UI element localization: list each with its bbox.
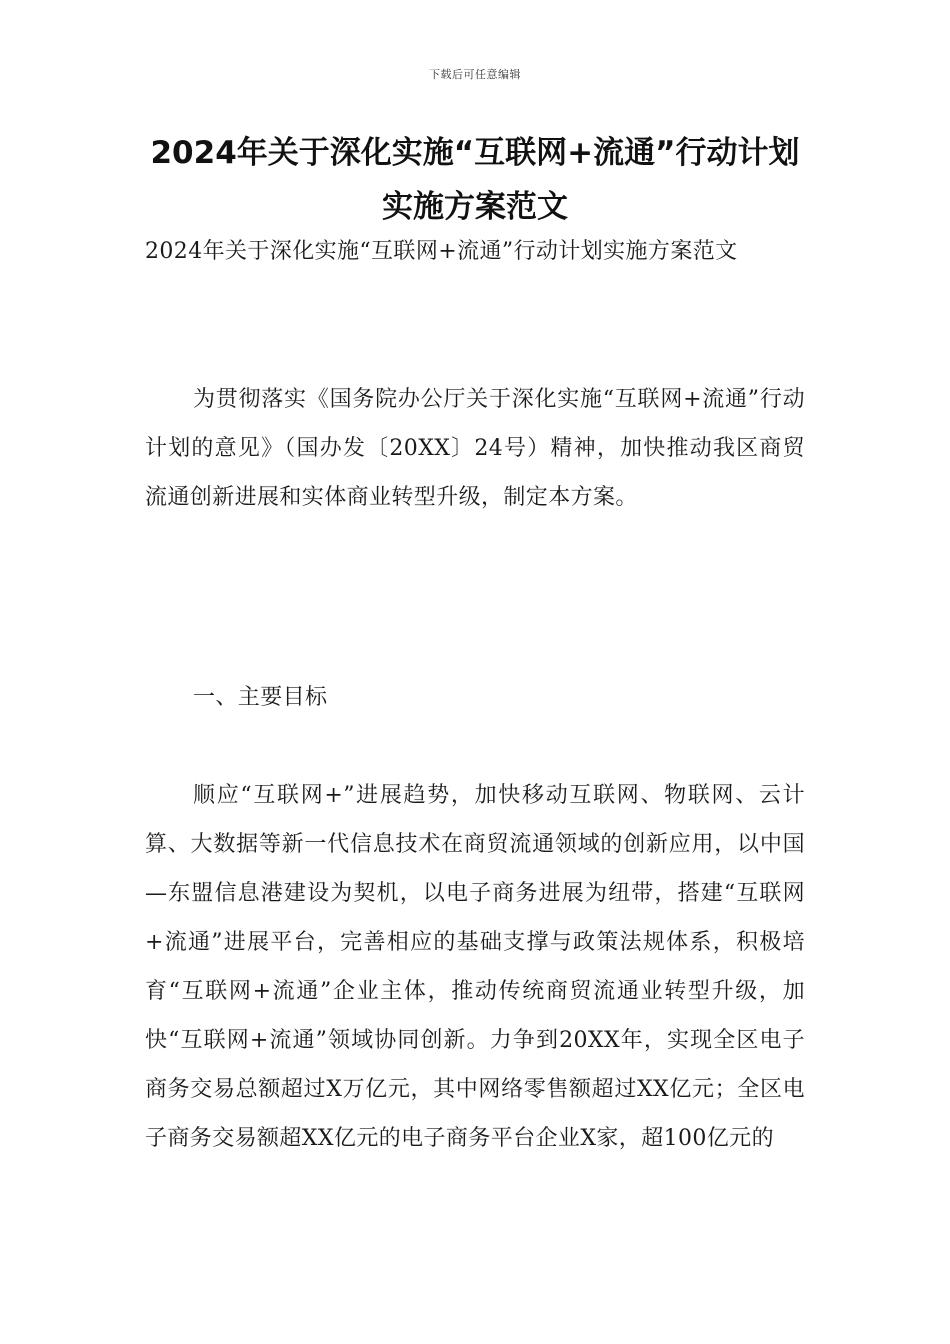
document-title: 2024年关于深化实施“互联网+流通”行动计划实施方案范文 (150, 135, 800, 225)
section-paragraph: 顺应“互联网+”进展趋势，加快移动互联网、物联网、云计算、大数据等新一代信息技术在商贸流通领域的创新应用，以中国—东盟信息港建设为契机，以电子商务进展为纽带，搭建“互联网+流通”进展平台，完善相应的基础支撑与政策法规体系，积极培育“互联网+流通”企业主体，推动传统商贸流通业转型升级，加快“互联网+流通”领域协同创新。力争到20XX年，实现全区电子商务交易总额超过X万亿元，其中网络零售额超过XX亿元；全区电子商务交易额超XX亿元的电子商务平台企业X家，超100亿元的 (145, 783, 805, 1151)
header-note: 下载后可任意编辑 (429, 68, 521, 81)
intro-paragraph: 为贯彻落实《国务院办公厅关于深化实施“互联网+流通”行动计划的意见》（国办发〔20XX〕24号）精神，加快推动我区商贸流通创新进展和实体商业转型升级，制定本方案。 (145, 387, 805, 510)
section-heading: 一、主要目标 (193, 685, 328, 710)
document-subtitle: 2024年关于深化实施“互联网+流通”行动计划实施方案范文 (145, 239, 738, 264)
